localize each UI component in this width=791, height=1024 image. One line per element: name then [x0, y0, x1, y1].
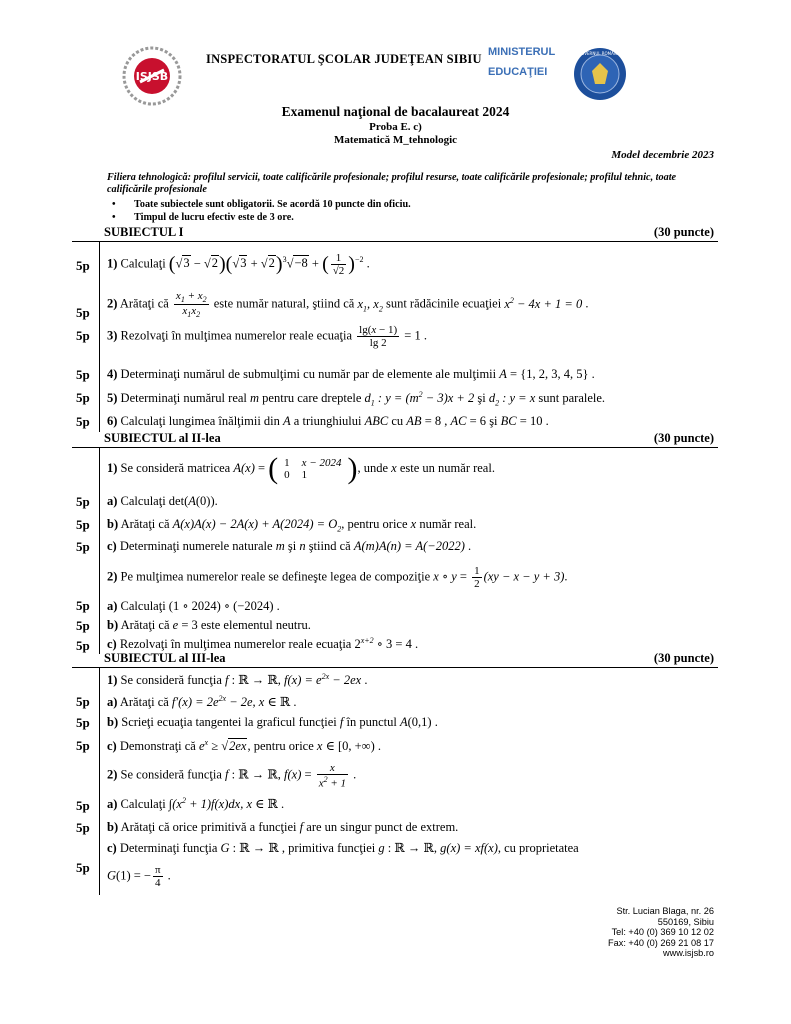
- isj-sibiu-logo: [120, 44, 184, 108]
- footer-address: Str. Lucian Blaga, nr. 26 550169, Sibiu Tel: +40 (0) 369 10 12 02 Fax: +40 (0) 269 21 08 17 www.isjsb.ro: [608, 906, 714, 958]
- points-column-line: [99, 667, 100, 895]
- question-s3-2c-cont: G(1) = − $\frac{\pi}{4}$ .: [107, 864, 171, 889]
- question-s1-6: 6) Calculaţi lungimea înălţimii din A a triunghiului ABC cu AB = 8 , AC = 6 şi BC = 10 .: [107, 414, 549, 428]
- question-s2-1a: a) Calculaţi det(A(0)).: [107, 494, 218, 508]
- question-s2-2b: b) Arătaţi că e = 3 este elementul neutru.: [107, 618, 311, 632]
- points-mark: 5p: [76, 738, 90, 753]
- question-s1-5: 5) Determinaţi numărul real m pentru care dreptele $d_1$ : $y = (m^2 - 3)x + 2$ şi $d_2$ : y = x sunt paralele.: [107, 390, 606, 408]
- question-s3-2a: a) Calculaţi $\int(x^2 + 1)f(x)dx$, x ∈ ℝ .: [107, 796, 285, 812]
- section-2-header: SUBIECTUL al II-lea (30 puncte): [104, 431, 714, 445]
- question-s1-3: 3) Rezolvaţi în mulţimea numerelor reale ecuaţia $\frac{\lg(x - 1)}{\lg 2}$ = 1 .: [107, 324, 427, 349]
- points-mark: 5p: [76, 820, 90, 835]
- points-mark: 5p: [76, 328, 90, 343]
- question-s1-4: 4) Determinaţi numărul de submulţimi cu număr par de elemente ale mulţimii A = {1, 2, 3, 4, 5} .: [107, 367, 595, 381]
- points-mark: 5p: [76, 618, 90, 633]
- exam-subject: Matematică M_tehnologic: [333, 134, 458, 146]
- points-mark: 5p: [76, 414, 90, 429]
- filiera-text: Filiera tehnologică: profilul servicii, toate calificările profesionale; profilul resurse, toate calificările profesionale; profilul tehnic, toate calificările profesionale: [107, 172, 677, 195]
- instruction-bullet: • Toate subiectele sunt obligatorii. Se acordă 10 puncte din oficiu.: [112, 199, 411, 210]
- divider: [72, 667, 718, 668]
- divider: [72, 447, 718, 448]
- points-mark: 5p: [76, 694, 90, 709]
- points-mark: 5p: [76, 367, 90, 382]
- exam-proba: Proba E. c): [369, 121, 422, 133]
- points-mark: 5p: [76, 390, 90, 405]
- divider: [72, 241, 718, 242]
- minister-title: MINISTERUL EDUCAŢIEI: [488, 46, 556, 78]
- inspectorat-title: INSPECTORATUL ŞCOLAR JUDEŢEAN SIBIU: [206, 52, 482, 66]
- points-mark: 5p: [76, 715, 90, 730]
- points-mark: 5p: [76, 798, 90, 813]
- problem-s3-2: 2) Se consideră funcţia f : ℝ → ℝ, f(x) = $\frac{x}{x^2 + 1}$ .: [107, 762, 357, 790]
- points-column-line: [99, 447, 100, 654]
- question-s2-2c: c) Rezolvaţi în mulţimea numerelor reale ecuaţia $2^{x+2}$ ∘ 3 = 4 .: [107, 636, 419, 652]
- svg-text:ISJSB: ISJSB: [135, 70, 169, 83]
- problem-s2-2: 2) Pe mulţimea numerelor reale se defineşte legea de compoziţie x ∘ y = $\frac{1}{2}$ (xy − x − y + 3).: [107, 565, 568, 590]
- question-s2-2a: a) Calculaţi (1 ∘ 2024) ∘ (−2024) .: [107, 599, 280, 613]
- question-s3-2c: c) Determinaţi funcţia G : ℝ → ℝ , primitiva funcţiei g : ℝ → ℝ, g(x) = xf(x), cu proprietatea: [107, 841, 579, 855]
- question-s3-2b: b) Arătaţi că orice primitivă a funcţiei f are un singur punct de extrem.: [107, 820, 459, 834]
- question-s2-1c: c) Determinaţi numerele naturale m şi n ştiind că A(m)A(n) = A(−2022) .: [107, 539, 472, 553]
- question-s3-1b: b) Scrieţi ecuaţia tangentei la graficul funcţiei f în punctul A(0,1) .: [107, 715, 438, 729]
- points-mark: 5p: [76, 638, 90, 653]
- points-mark: 5p: [76, 860, 90, 875]
- question-s2-1b: b) Arătaţi că $A(x)A(x) - 2A(x) + A(2024) = O_2$, pentru orice x număr real.: [107, 517, 477, 534]
- model-label: Model decembrie 2023: [611, 149, 714, 161]
- points-mark: 5p: [76, 305, 90, 320]
- exam-title: Examenul naţional de bacalaureat 2024: [281, 104, 510, 119]
- problem-s3-1: 1) Se consideră funcţia f : ℝ → ℝ, $f(x) = e^{2x} - 2ex$ .: [107, 672, 368, 688]
- points-mark: 5p: [76, 598, 90, 613]
- section-3-header: SUBIECTUL al III-lea (30 puncte): [104, 651, 714, 665]
- government-logo: [572, 46, 628, 102]
- question-s3-1c: c) Demonstraţi că $e^x \ge √2ex$, pentru orice x ∈ [0, +∞) .: [107, 738, 381, 754]
- problem-s2-1: 1) Se consideră matricea A(x) = ( 1 x − 2024 0 1 ), unde x este un număr real.: [107, 452, 495, 485]
- points-mark: 5p: [76, 517, 90, 532]
- section-1-header: SUBIECTUL I (30 puncte): [104, 225, 714, 239]
- points-column-line: [99, 241, 100, 432]
- instruction-bullet: • Timpul de lucru efectiv este de 3 ore.: [112, 212, 294, 223]
- points-mark: 5p: [76, 494, 90, 509]
- question-s1-2: 2) Arătaţi că $\frac{x_1 + x_2}{x_1x_2}$ este număr natural, ştiind că $x_1$, $x_2$ sunt rădăcinile ecuaţiei $x^2 - 4x + 1 = 0$ .: [107, 290, 589, 320]
- question-s1-1: 1) Calculaţi $(√3 - √2)(√3 + √2)^3√-8$ + ( $\frac{1}{√2}$ )$^{-2}$ .: [107, 252, 370, 277]
- points-mark: 5p: [76, 258, 90, 273]
- points-mark: 5p: [76, 539, 90, 554]
- question-s3-1a: a) Arătaţi că $f'(x) = 2e^{2x} - 2e$, x ∈ ℝ .: [107, 694, 297, 710]
- svg-text:GUVERNUL ROMÂNIEI: GUVERNUL ROMÂNIEI: [578, 51, 622, 56]
